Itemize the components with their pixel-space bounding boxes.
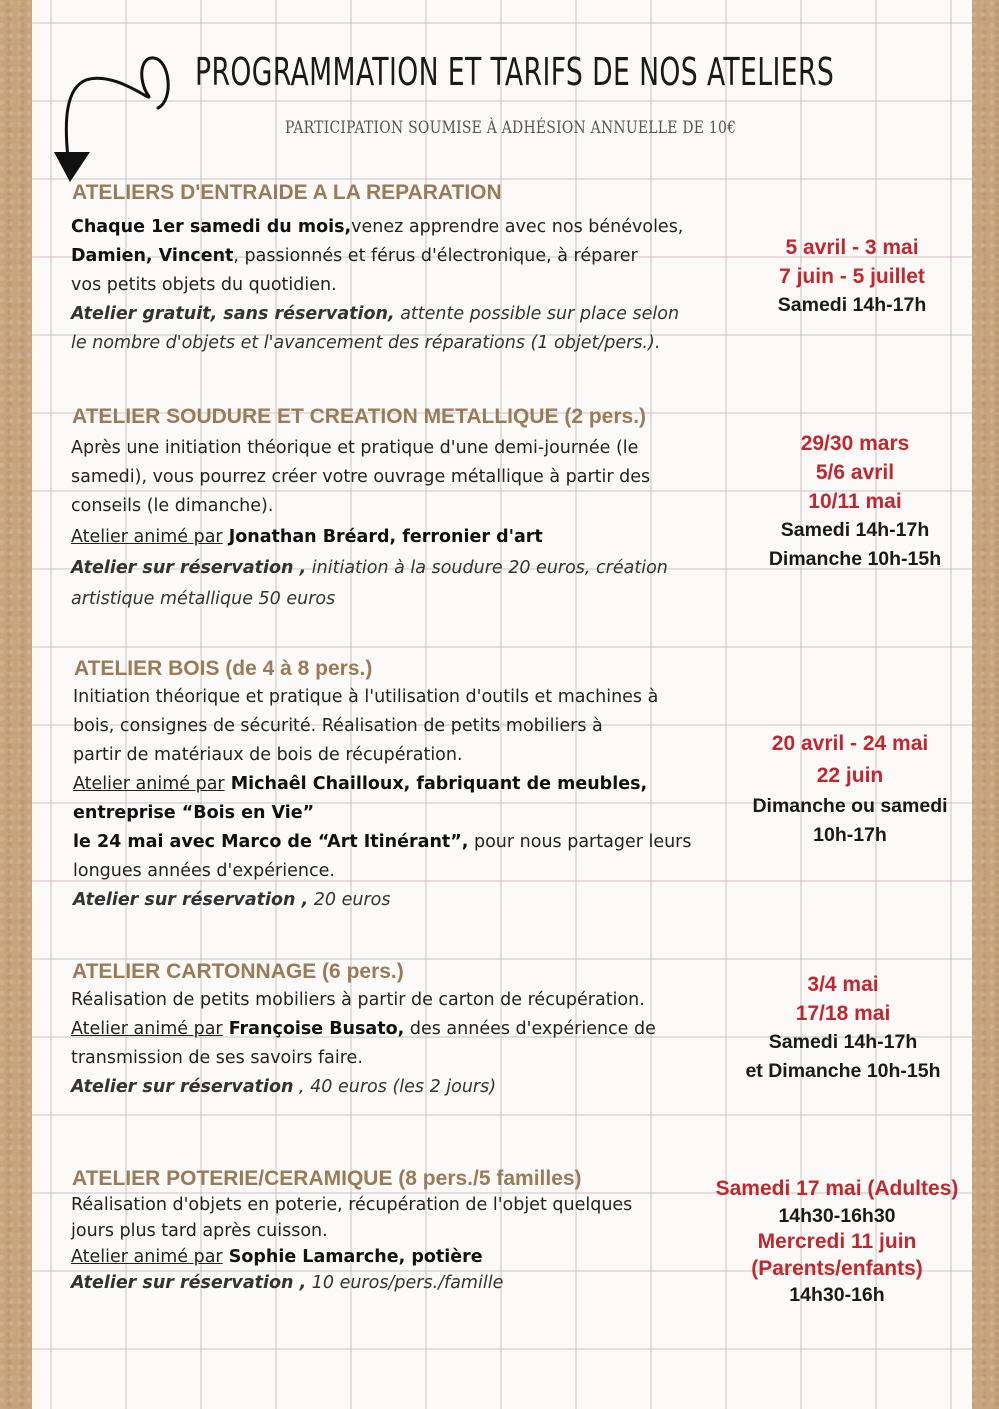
schedule-date: 17/18 mai	[795, 1002, 891, 1025]
section-title-poterie: ATELIER POTERIE/CERAMIQUE (8 pers./5 familles)	[72, 1167, 582, 1190]
page-title: PROGRAMMATION ET TARIFS DE NOS ATELIERS	[195, 50, 835, 94]
section-body-poterie	[71, 1192, 632, 1296]
schedule-poterie	[708, 1176, 966, 1309]
schedule-date: 20 avril - 24 mai	[771, 732, 929, 755]
section-body-cartonnage	[71, 986, 656, 1102]
schedule-soudure	[750, 429, 960, 574]
body-line: jours plus tard après cuisson.	[71, 1221, 328, 1241]
schedule-time: Dimanche 10h-15h	[768, 548, 942, 570]
body-line: Chaque 1er samedi du mois,venez apprendre avec nos bénévoles,	[71, 217, 684, 237]
body-line: Atelier sur réservation , 20 euros	[73, 890, 391, 910]
body-line: Après une initiation théorique et pratique d'une demi-journée (le	[71, 438, 639, 458]
section-title-reparation: ATELIERS D'ENTRAIDE A LA REPARATION	[72, 181, 502, 204]
body-line: Atelier animé par Michaêl Chailloux, fabriquant de meubles,	[73, 774, 648, 794]
body-line: longues années d'expérience.	[73, 861, 335, 881]
schedule-date: 29/30 mars	[800, 432, 910, 455]
schedule-reparation	[747, 233, 957, 320]
body-line: transmission de ses savoirs faire.	[71, 1048, 363, 1068]
section-body-soudure	[71, 434, 668, 614]
page-subtitle: PARTICIPATION SOUMISE À ADHÉSION ANNUELLE DE 10€	[285, 118, 737, 138]
schedule-time: 14h30-16h	[789, 1284, 885, 1306]
schedule-time: 14h30-16h30	[778, 1204, 896, 1227]
body-line: Damien, Vincent, passionnés et férus d'électronique, à réparer	[71, 246, 638, 266]
body-line: Atelier animé par Sophie Lamarche, potière	[71, 1247, 483, 1267]
section-title-soudure: ATELIER SOUDURE ET CREATION METALLIQUE (2 pers.)	[72, 405, 647, 428]
body-line: artistique métallique 50 euros	[71, 589, 336, 609]
body-line: partir de matériaux de bois de récupération.	[73, 745, 463, 765]
body-line: Réalisation de petits mobiliers à partir de carton de récupération.	[71, 990, 645, 1010]
body-line: le 24 mai avec Marco de “Art Itinérant”, pour nous partager leurs	[73, 832, 692, 852]
schedule-date: Samedi 17 mai (Adultes)	[715, 1177, 959, 1200]
section-body-bois	[73, 683, 692, 915]
schedule-date: 10/11 mai	[808, 490, 902, 513]
schedule-cartonnage	[730, 970, 956, 1086]
schedule-date: (Parents/enfants)	[751, 1256, 923, 1280]
schedule-bois	[730, 728, 970, 850]
body-line: conseils (le dimanche).	[71, 496, 274, 516]
body-line: le nombre d'objets et l'avancement des réparations (1 objet/pers.).	[71, 333, 661, 353]
section-title-bois: ATELIER BOIS (de 4 à 8 pers.)	[74, 657, 373, 680]
section-body-reparation	[71, 213, 683, 358]
schedule-time: Samedi 14h-17h	[780, 519, 930, 541]
body-line: Atelier sur réservation , 10 euros/pers./famille	[71, 1273, 504, 1293]
schedule-date: 5 avril - 3 mai	[785, 236, 919, 259]
body-line: entreprise “Bois en Vie”	[73, 803, 315, 823]
schedule-date: 5/6 avril	[815, 461, 895, 484]
schedule-time: Dimanche ou samedi	[752, 795, 948, 817]
body-line: Atelier sur réservation , initiation à la soudure 20 euros, création	[71, 558, 668, 578]
body-line: Atelier sur réservation , 40 euros (les 2 jours)	[71, 1077, 497, 1097]
body-line: Initiation théorique et pratique à l'utilisation d'outils et machines à	[73, 687, 659, 707]
body-line: bois, consignes de sécurité. Réalisation de petits mobiliers à	[73, 716, 603, 736]
body-line: Atelier gratuit, sans réservation, attente possible sur place selon	[71, 304, 680, 324]
body-line: Réalisation d'objets en poterie, récupération de l'objet quelques	[71, 1195, 633, 1215]
schedule-date: Mercredi 11 juin	[757, 1230, 917, 1253]
body-line: Atelier animé par Jonathan Bréard, ferronier d'art	[71, 527, 543, 547]
body-line: vos petits objets du quotidien.	[71, 275, 337, 295]
section-title-cartonnage: ATELIER CARTONNAGE (6 pers.)	[72, 960, 404, 983]
curved-arrow-icon	[46, 40, 176, 190]
schedule-date: 22 juin	[816, 764, 884, 787]
schedule-date: 7 juin - 5 juillet	[779, 265, 925, 288]
schedule-time: 10h-17h	[813, 824, 887, 846]
schedule-date: 3/4 mai	[807, 973, 879, 996]
schedule-time: et Dimanche 10h-15h	[745, 1060, 941, 1082]
body-line: samedi), vous pourrez créer votre ouvrage métallique à partir des	[71, 467, 651, 487]
body-line: Atelier animé par Françoise Busato, des années d'expérience de	[71, 1019, 656, 1039]
schedule-time: Samedi 14h-17h	[768, 1031, 918, 1053]
schedule-time: Samedi 14h-17h	[777, 294, 927, 316]
